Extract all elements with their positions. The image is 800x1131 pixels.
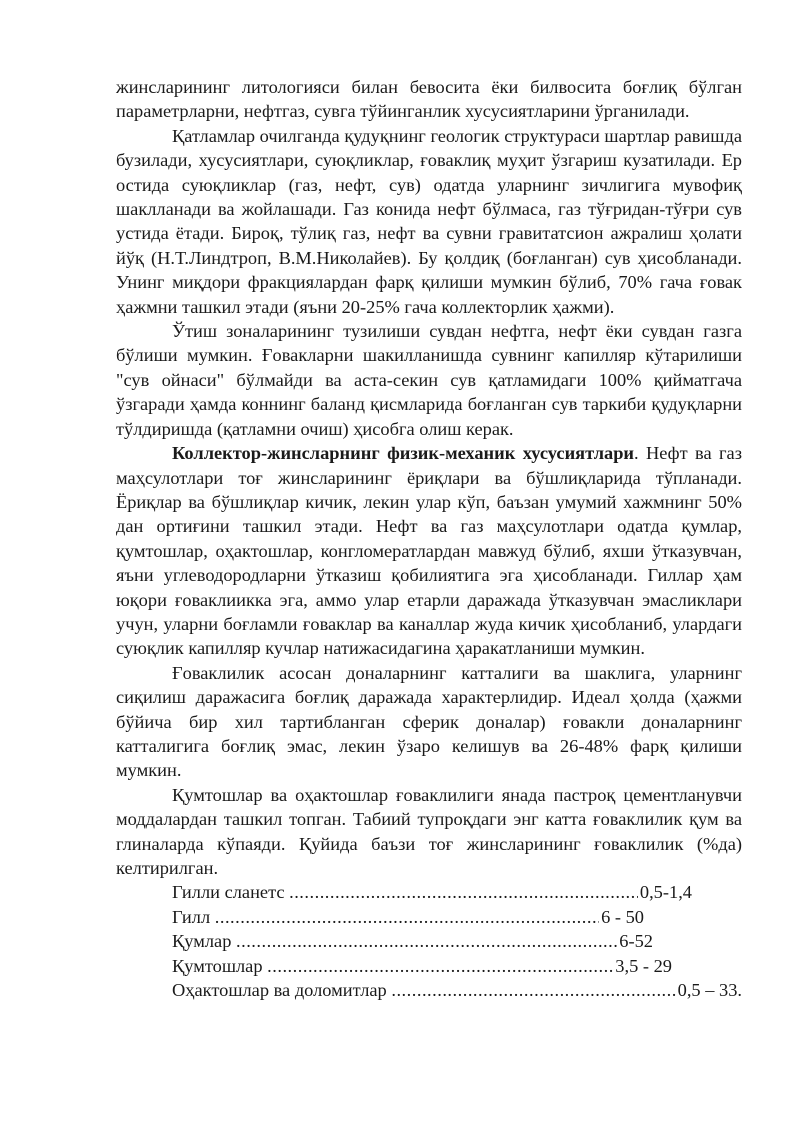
- paragraph-4: [116, 441, 742, 661]
- list-item: [172, 905, 644, 929]
- list-item: [172, 929, 653, 953]
- paragraph-6: Қумтошлар ва оҳактошлар ғоваклилиги янада пастроқ цементланувчи моддалардан ташкил топган. Табиий тупроқдаги энг катта ғоваклилик қум ва глиналарда кўпаяди. Қуйида баъзи тоғ жинсларининг ғоваклилик (%да) келтирилган.: [116, 784, 742, 878]
- porosity-list: [116, 880, 742, 1002]
- rock-name: Гилл: [172, 906, 211, 927]
- paragraph-5: Ғоваклилик асосан доналарнинг катталиги ва шаклига, уларнинг сиқилиш даражасига боғлиқ даражада характерлидир. Идеал ҳолда (ҳажми бўйича бир хил тартибланган сферик доналар) ғовакли доналарнинг катталигига боғлиқ эмас, лекин ўзаро келишув ва 26-48% фарқ қилиши мумкин.: [116, 662, 742, 781]
- section-heading-inline: Коллектор-жинсларнинг физик-механик хусусиятлари: [172, 443, 635, 464]
- dot-leader: [210, 905, 599, 929]
- rock-name: Гилли сланетс: [172, 882, 285, 903]
- rock-name: Қумлар: [172, 931, 232, 952]
- porosity-value: 6 - 50: [601, 906, 644, 927]
- porosity-value: 3,5 - 29: [615, 955, 672, 976]
- dot-leader: [387, 978, 676, 1002]
- list-item: [172, 954, 672, 978]
- paragraph-4-text: . Нефт ва газ маҳсулотлари тоғ жинсларининг ёриқлари ва бўшлиқларида тўпланади. Ёриқлар ва бўшлиқлар кичик, лекин улар кўп, баъзан умумий хажмнинг 50% дан ортиғини ташкил этади. Нефт ва газ маҳсулотлари одатда қумлар, қумтошлар, оҳактошлар, конгломератлардан мавжуд бўлиб, яхши ўтказувчан, яъни углеводородларни ўтказиш қобилиятига эга ҳисобланади. Гиллар ҳам юқори ғоваклиикка эга, аммо улар етарли даражада ўтказувчан эмасликлари учун, уларни боғламли ғоваклар ва каналлар жуда кичик ҳисобланиб, улардаги суюқлик капилляр кучлар натижасидагина ҳаракатланиши мумкин.: [116, 443, 742, 659]
- text-body: [116, 75, 742, 1002]
- dot-leader: [285, 880, 638, 904]
- rock-name: Оҳактошлар ва доломитлар: [172, 980, 387, 1001]
- porosity-value: 0,5-1,4: [639, 882, 692, 903]
- rock-name: Қумтошлар: [172, 955, 263, 976]
- list-item: [172, 880, 692, 904]
- paragraph-3: Ўтиш зоналарининг тузилиши сувдан нефтга, нефт ёки сувдан газга бўлиши мумкин. Ғовакларни шакилланишда сувнинг капилляр кўтарилиши "сув ойнаси" бўлмайди ва аста-секин сув қатламидаги 100% қийматгача ўзгаради ҳамда коннинг баланд қисмларида боғланган сув таркиби қудуқларни тўлдиришда (қатламни очиш) ҳисобга олиш керак.: [116, 321, 742, 439]
- dot-leader: [231, 929, 617, 953]
- list-item: [172, 978, 742, 1002]
- paragraph-1: жинсларининг литологияси билан бевосита ёки билвосита боғлиқ бўлган параметрларни, нефтгаз, сувга тўйинганлик хусусиятларини ўрганилади.: [116, 77, 742, 122]
- porosity-value: 6-52: [619, 931, 653, 952]
- dot-leader: [263, 954, 614, 978]
- paragraph-2: Қатламлар очилганда қудуқнинг геологик структураси шартлар равишда бузилади, хусусиятлари, суюқликлар, ғоваклиқ муҳит ўзгариш кузатилади. Ер остида суюқликлар (газ, нефт, сув) одатда уларнинг зичлигига мувофиқ шаклланади ва жойлашади. Газ конида нефт бўлмаса, газ тўғридан-тўғри сув устида ётади. Бироқ, тўлиқ газ, нефт ва сувни гравитатсион ажралиш ҳолати йўқ (Н.Т.Линдтроп, В.М.Николайев). Бу қолдиқ (боғланган) сув ҳисобланади. Унинг миқдори фракциялардан фарқ қилиши мумкин бўлиб, 70% гача ғовак ҳажмни ташкил этади (яъни 20-25% гача коллекторлик ҳажми).: [116, 125, 742, 317]
- porosity-value: 0,5 – 33.: [677, 980, 742, 1001]
